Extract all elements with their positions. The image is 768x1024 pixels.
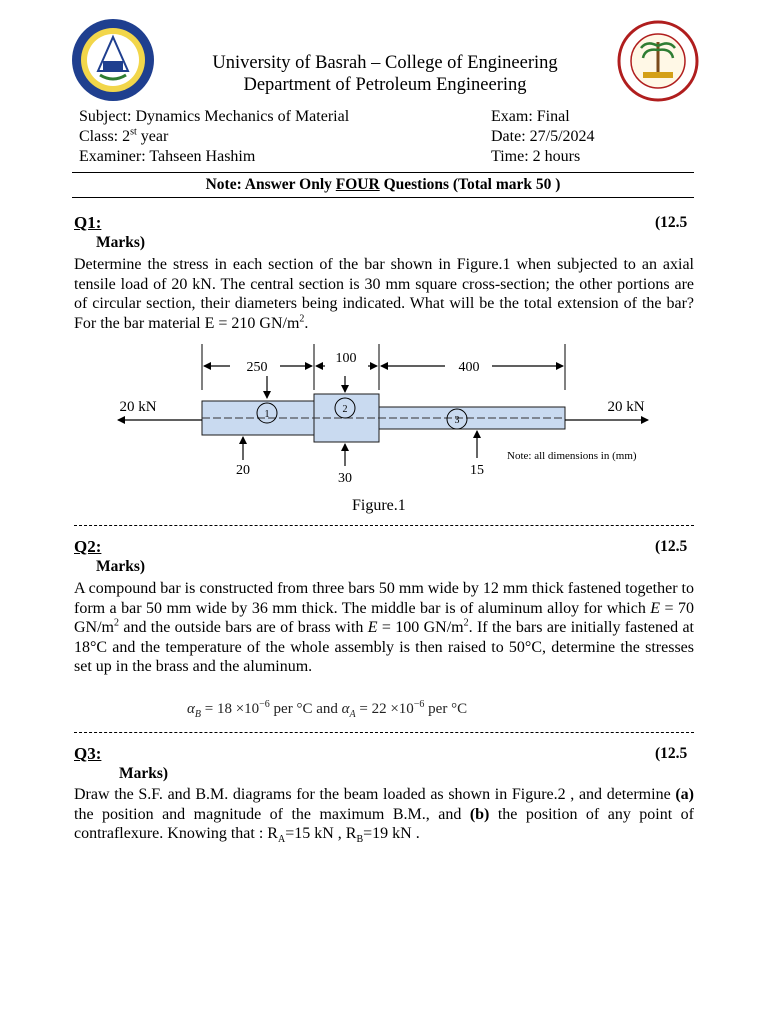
exam-date: Date: 27/5/2024 xyxy=(491,128,595,145)
right-load-label: 20 kN xyxy=(607,399,645,415)
q2-text: A compound bar is constructed from three bars 50 mm wide by 12 mm thick fastened together to form a bar 50 mm wide by 36 mm thick. The middle bar is of aluminum alloy for which E = 70 $GN/m^2$ and the outside bars are of brass with E = 100 $GN/m^2$. If the bars are initially fastened at 18°C and the temperature of the whole assembly is then raised to 50°C, determine the stresses set up in the brass and the aluminum. xyxy=(74,580,695,676)
q3-text: Draw the S.F. and B.M. diagrams for the beam loaded as shown in Figure.2 , and determine (a) the position and magnitude of the maximum B.M., and (b) the position of any point of contraflexure. Knowing that : $R_A=15$ kN , $R_B=19$ kN . xyxy=(74,786,694,846)
section-2-number: 2 xyxy=(342,404,348,415)
dim-400-label: 400 xyxy=(458,360,480,375)
exam-type: Exam: Final xyxy=(491,108,570,125)
college-of-engineering-logo xyxy=(617,20,699,102)
q2-marks-word: Marks) xyxy=(96,558,146,575)
separator-2 xyxy=(74,732,694,733)
diameter-30-label: 30 xyxy=(338,471,352,486)
examiner-line: Examiner: Tahseen Hashim xyxy=(79,148,256,165)
rule-bottom xyxy=(72,197,694,198)
dim-250-label: 250 xyxy=(246,360,268,375)
class-line: Class: 2st year xyxy=(79,126,169,145)
rule-top xyxy=(72,172,694,173)
q3-label: Q3: xyxy=(74,744,102,763)
department-title: Department of Petroleum Engineering xyxy=(243,75,527,95)
q2-marks: (12.5 xyxy=(655,538,688,555)
diameter-15-label: 15 xyxy=(470,463,484,478)
q1-text: Determine the stress in each section of the bar shown in Figure.1 when subjected to an axial tensile load of 20 kN. The central section is 30 mm square cross-section; the other portions are of circular section, their diameters being indicated. What will be the total extension of the bar? For the bar material E = 210 $GN/m^2$. xyxy=(74,256,694,332)
section-1-number: 1 xyxy=(264,409,270,420)
exam-note: Note: Answer Only FOUR Questions (Total mark 50 ) xyxy=(205,176,561,193)
left-load-label: 20 kN xyxy=(119,399,157,415)
exam-time: Time: 2 hours xyxy=(491,148,581,165)
subject-line: Subject: Dynamics Mechanics of Material xyxy=(79,108,350,125)
university-title: University of Basrah – College of Engineering xyxy=(212,53,558,73)
dim-100-label: 100 xyxy=(335,351,357,366)
q2-label: Q2: xyxy=(74,537,102,556)
diameter-20-label: 20 xyxy=(236,463,250,478)
q3-marks: (12.5 xyxy=(655,745,688,762)
dimensions-note: Note: all dimensions in (mm) xyxy=(507,450,637,462)
q1-label: Q1: xyxy=(74,213,102,232)
thermal-coefficients: $\alpha_B = 18 \times 10^{-6}$ per °C and $\alpha_A = 22 \times 10^{-6}$ per °C xyxy=(187,699,468,720)
q1-marks-word: Marks) xyxy=(96,234,146,251)
university-of-basrah-logo xyxy=(70,17,156,103)
q3-marks-word: Marks) xyxy=(119,765,169,782)
section-3-number: 3 xyxy=(454,415,460,426)
separator-1 xyxy=(74,525,694,526)
q1-marks: (12.5 xyxy=(655,214,688,231)
figure-1-caption: Figure.1 xyxy=(352,497,406,514)
figure-1-bar-diagram xyxy=(100,340,660,495)
